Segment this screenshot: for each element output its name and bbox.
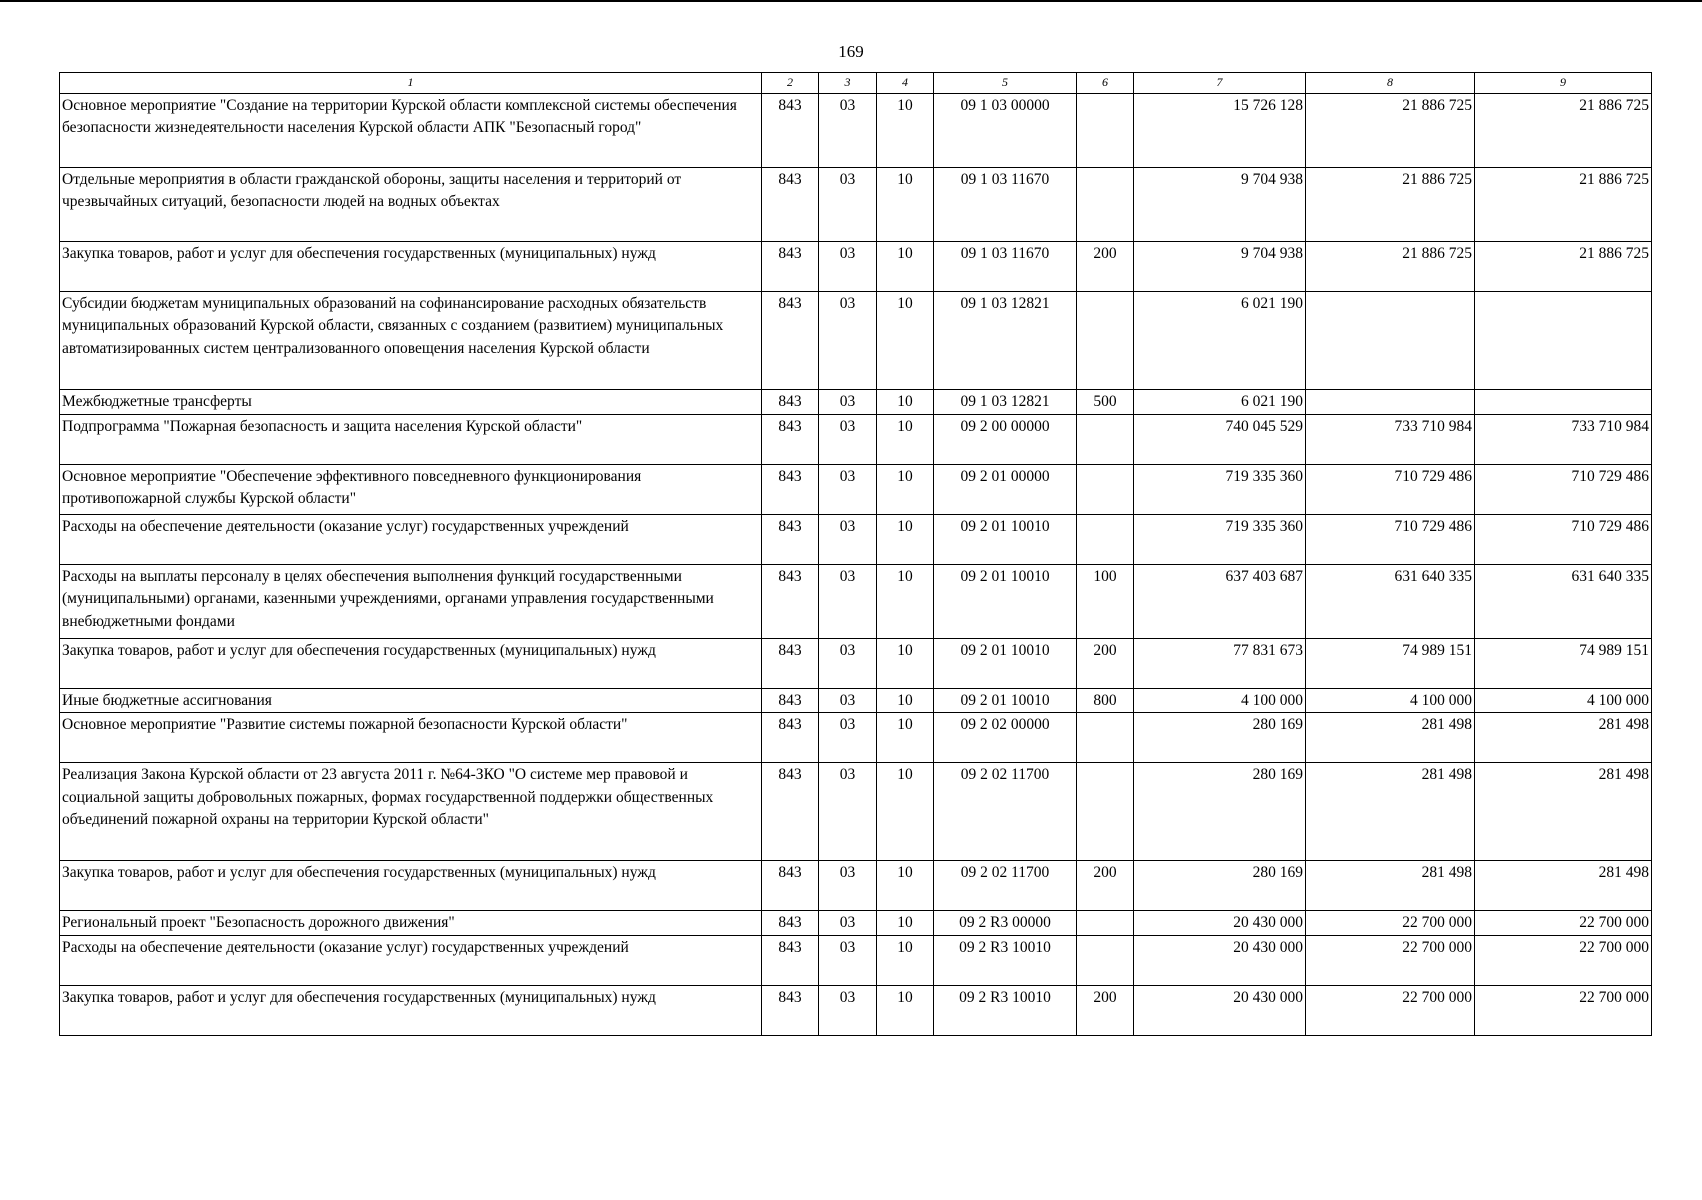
cell-target-article: 09 2 R3 10010: [934, 985, 1077, 1035]
table-row: [60, 465, 1652, 515]
table-row: [60, 415, 1652, 465]
cell-amount-9: 281 498: [1475, 713, 1652, 763]
cell-amount-9: 22 700 000: [1475, 985, 1652, 1035]
row-name: Основное мероприятие "Создание на территории Курской области комплексной системы обеспечения безопасности жизнедеятельности населения Курской области АПК "Безопасный город": [60, 94, 762, 168]
cell-section: 03: [819, 415, 877, 465]
cell-section: 03: [819, 515, 877, 565]
cell-amount-7: 6 021 190: [1134, 292, 1306, 390]
table-row: [60, 861, 1652, 911]
cell-amount-8: [1306, 292, 1475, 390]
cell-subsection: 10: [877, 639, 934, 689]
row-name: Закупка товаров, работ и услуг для обеспечения государственных (муниципальных) нужд: [60, 985, 762, 1035]
cell-section: 03: [819, 242, 877, 292]
row-name: Реализация Закона Курской области от 23 августа 2011 г. №64-ЗКО "О системе мер правовой и социальной защиты добровольных пожарных, формах государственной поддержки общественных объединений пожарной охраны на территории Курской области": [60, 763, 762, 861]
cell-expense-type: 100: [1077, 565, 1134, 639]
cell-ministry: 843: [762, 465, 819, 515]
cell-amount-8: 74 989 151: [1306, 639, 1475, 689]
cell-amount-9: 733 710 984: [1475, 415, 1652, 465]
cell-expense-type: 200: [1077, 242, 1134, 292]
cell-subsection: 10: [877, 292, 934, 390]
cell-section: 03: [819, 935, 877, 985]
cell-amount-7: 20 430 000: [1134, 911, 1306, 935]
table-row: [60, 639, 1652, 689]
budget-table: [59, 72, 1652, 1036]
cell-amount-9: 281 498: [1475, 861, 1652, 911]
table-row: [60, 292, 1652, 390]
row-name: Основное мероприятие "Обеспечение эффективного повседневного функционирования противопожарной службы Курской области": [60, 465, 762, 515]
cell-amount-8: 22 700 000: [1306, 985, 1475, 1035]
cell-subsection: 10: [877, 390, 934, 415]
cell-ministry: 843: [762, 763, 819, 861]
table-row: [60, 911, 1652, 935]
cell-target-article: 09 1 03 12821: [934, 292, 1077, 390]
cell-target-article: 09 2 01 10010: [934, 639, 1077, 689]
cell-amount-9: 710 729 486: [1475, 465, 1652, 515]
cell-amount-8: 710 729 486: [1306, 515, 1475, 565]
cell-expense-type: 500: [1077, 390, 1134, 415]
table-row: [60, 935, 1652, 985]
row-name: Закупка товаров, работ и услуг для обеспечения государственных (муниципальных) нужд: [60, 242, 762, 292]
cell-target-article: 09 2 01 00000: [934, 465, 1077, 515]
cell-subsection: 10: [877, 565, 934, 639]
cell-target-article: 09 2 01 10010: [934, 565, 1077, 639]
cell-target-article: 09 2 02 11700: [934, 861, 1077, 911]
cell-amount-8: 631 640 335: [1306, 565, 1475, 639]
cell-ministry: 843: [762, 415, 819, 465]
row-name: Региональный проект "Безопасность дорожного движения": [60, 911, 762, 935]
row-name: Отдельные мероприятия в области гражданской обороны, защиты населения и территорий от чрезвычайных ситуаций, безопасности людей на водных объектах: [60, 168, 762, 242]
cell-section: 03: [819, 390, 877, 415]
cell-amount-8: 281 498: [1306, 861, 1475, 911]
cell-amount-7: 740 045 529: [1134, 415, 1306, 465]
cell-expense-type: [1077, 168, 1134, 242]
header-row: [60, 73, 1652, 94]
cell-amount-7: 20 430 000: [1134, 985, 1306, 1035]
cell-amount-9: [1475, 390, 1652, 415]
cell-ministry: 843: [762, 911, 819, 935]
cell-amount-8: 733 710 984: [1306, 415, 1475, 465]
table-row: [60, 94, 1652, 168]
cell-amount-7: 6 021 190: [1134, 390, 1306, 415]
cell-amount-7: 20 430 000: [1134, 935, 1306, 985]
row-name: Иные бюджетные ассигнования: [60, 689, 762, 713]
table-row: [60, 515, 1652, 565]
cell-section: 03: [819, 689, 877, 713]
cell-amount-9: 21 886 725: [1475, 168, 1652, 242]
cell-expense-type: [1077, 415, 1134, 465]
cell-subsection: 10: [877, 763, 934, 861]
cell-amount-9: 4 100 000: [1475, 689, 1652, 713]
cell-amount-9: 710 729 486: [1475, 515, 1652, 565]
column-header-8: 8: [1306, 73, 1475, 94]
table-row: [60, 565, 1652, 639]
cell-target-article: 09 1 03 11670: [934, 168, 1077, 242]
table-row: [60, 985, 1652, 1035]
cell-section: 03: [819, 639, 877, 689]
cell-subsection: 10: [877, 415, 934, 465]
row-name: Закупка товаров, работ и услуг для обеспечения государственных (муниципальных) нужд: [60, 861, 762, 911]
cell-expense-type: [1077, 515, 1134, 565]
cell-section: 03: [819, 565, 877, 639]
cell-target-article: 09 2 01 10010: [934, 515, 1077, 565]
cell-amount-8: 22 700 000: [1306, 935, 1475, 985]
cell-target-article: 09 2 01 10010: [934, 689, 1077, 713]
row-name: Расходы на обеспечение деятельности (оказание услуг) государственных учреждений: [60, 515, 762, 565]
cell-amount-9: 21 886 725: [1475, 94, 1652, 168]
column-header-1: 1: [60, 73, 762, 94]
row-name: Основное мероприятие "Развитие системы пожарной безопасности Курской области": [60, 713, 762, 763]
page-number: 169: [838, 42, 864, 61]
cell-target-article: 09 2 02 11700: [934, 763, 1077, 861]
column-header-2: 2: [762, 73, 819, 94]
cell-subsection: 10: [877, 465, 934, 515]
cell-target-article: 09 2 R3 10010: [934, 935, 1077, 985]
cell-ministry: 843: [762, 713, 819, 763]
cell-expense-type: [1077, 713, 1134, 763]
cell-amount-7: 9 704 938: [1134, 168, 1306, 242]
cell-amount-8: [1306, 390, 1475, 415]
cell-amount-7: 15 726 128: [1134, 94, 1306, 168]
column-header-9: 9: [1475, 73, 1652, 94]
cell-expense-type: 200: [1077, 639, 1134, 689]
cell-subsection: 10: [877, 911, 934, 935]
cell-amount-7: 280 169: [1134, 861, 1306, 911]
cell-expense-type: [1077, 935, 1134, 985]
row-name: Расходы на выплаты персоналу в целях обеспечения выполнения функций государственными (муниципальными) органами, казенными учреждениями, органами управления государственными внебюджетными фондами: [60, 565, 762, 639]
cell-ministry: 843: [762, 639, 819, 689]
cell-amount-7: 9 704 938: [1134, 242, 1306, 292]
row-name: Субсидии бюджетам муниципальных образований на софинансирование расходных обязательств муниципальных образований Курской области, связанных с созданием (развитием) муниципальных автоматизированных систем централизованного оповещения населения Курской области: [60, 292, 762, 390]
cell-amount-7: 719 335 360: [1134, 515, 1306, 565]
cell-amount-9: 74 989 151: [1475, 639, 1652, 689]
cell-subsection: 10: [877, 515, 934, 565]
cell-subsection: 10: [877, 861, 934, 911]
cell-ministry: 843: [762, 168, 819, 242]
top-rule: [0, 0, 1702, 2]
column-header-4: 4: [877, 73, 934, 94]
column-header-5: 5: [934, 73, 1077, 94]
cell-section: 03: [819, 168, 877, 242]
table-row: [60, 390, 1652, 415]
cell-expense-type: [1077, 763, 1134, 861]
cell-ministry: 843: [762, 515, 819, 565]
cell-subsection: 10: [877, 935, 934, 985]
cell-amount-8: 21 886 725: [1306, 168, 1475, 242]
cell-section: 03: [819, 713, 877, 763]
cell-amount-9: [1475, 292, 1652, 390]
table-row: [60, 713, 1652, 763]
cell-amount-9: 21 886 725: [1475, 242, 1652, 292]
cell-amount-7: 637 403 687: [1134, 565, 1306, 639]
cell-amount-9: 631 640 335: [1475, 565, 1652, 639]
row-name: Подпрограмма "Пожарная безопасность и защита населения Курской области": [60, 415, 762, 465]
cell-ministry: 843: [762, 292, 819, 390]
cell-amount-8: 21 886 725: [1306, 242, 1475, 292]
row-name: Расходы на обеспечение деятельности (оказание услуг) государственных учреждений: [60, 935, 762, 985]
table-row: [60, 689, 1652, 713]
cell-ministry: 843: [762, 565, 819, 639]
cell-ministry: 843: [762, 689, 819, 713]
cell-amount-7: 77 831 673: [1134, 639, 1306, 689]
column-header-6: 6: [1077, 73, 1134, 94]
cell-section: 03: [819, 94, 877, 168]
cell-target-article: 09 2 00 00000: [934, 415, 1077, 465]
cell-section: 03: [819, 985, 877, 1035]
cell-section: 03: [819, 861, 877, 911]
row-name: Межбюджетные трансферты: [60, 390, 762, 415]
cell-target-article: 09 1 03 00000: [934, 94, 1077, 168]
cell-ministry: 843: [762, 242, 819, 292]
row-name: Закупка товаров, работ и услуг для обеспечения государственных (муниципальных) нужд: [60, 639, 762, 689]
cell-ministry: 843: [762, 94, 819, 168]
table-row: [60, 763, 1652, 861]
cell-amount-7: 280 169: [1134, 713, 1306, 763]
cell-ministry: 843: [762, 861, 819, 911]
cell-target-article: 09 2 R3 00000: [934, 911, 1077, 935]
cell-subsection: 10: [877, 242, 934, 292]
cell-amount-9: 22 700 000: [1475, 935, 1652, 985]
cell-ministry: 843: [762, 935, 819, 985]
cell-subsection: 10: [877, 168, 934, 242]
cell-expense-type: [1077, 292, 1134, 390]
cell-amount-8: 4 100 000: [1306, 689, 1475, 713]
cell-subsection: 10: [877, 689, 934, 713]
cell-ministry: 843: [762, 985, 819, 1035]
cell-amount-8: 281 498: [1306, 713, 1475, 763]
cell-subsection: 10: [877, 713, 934, 763]
cell-ministry: 843: [762, 390, 819, 415]
cell-amount-8: 281 498: [1306, 763, 1475, 861]
cell-amount-8: 22 700 000: [1306, 911, 1475, 935]
cell-amount-8: 21 886 725: [1306, 94, 1475, 168]
cell-section: 03: [819, 465, 877, 515]
cell-amount-8: 710 729 486: [1306, 465, 1475, 515]
cell-section: 03: [819, 763, 877, 861]
cell-expense-type: [1077, 465, 1134, 515]
column-header-7: 7: [1134, 73, 1306, 94]
cell-expense-type: 200: [1077, 985, 1134, 1035]
cell-target-article: 09 2 02 00000: [934, 713, 1077, 763]
cell-subsection: 10: [877, 985, 934, 1035]
cell-amount-7: 4 100 000: [1134, 689, 1306, 713]
cell-target-article: 09 1 03 12821: [934, 390, 1077, 415]
table-row: [60, 168, 1652, 242]
cell-expense-type: 800: [1077, 689, 1134, 713]
cell-amount-9: 281 498: [1475, 763, 1652, 861]
cell-expense-type: 200: [1077, 861, 1134, 911]
cell-expense-type: [1077, 94, 1134, 168]
column-header-3: 3: [819, 73, 877, 94]
cell-amount-7: 719 335 360: [1134, 465, 1306, 515]
cell-subsection: 10: [877, 94, 934, 168]
cell-amount-9: 22 700 000: [1475, 911, 1652, 935]
cell-target-article: 09 1 03 11670: [934, 242, 1077, 292]
cell-section: 03: [819, 292, 877, 390]
cell-expense-type: [1077, 911, 1134, 935]
cell-amount-7: 280 169: [1134, 763, 1306, 861]
cell-section: 03: [819, 911, 877, 935]
table-row: [60, 242, 1652, 292]
